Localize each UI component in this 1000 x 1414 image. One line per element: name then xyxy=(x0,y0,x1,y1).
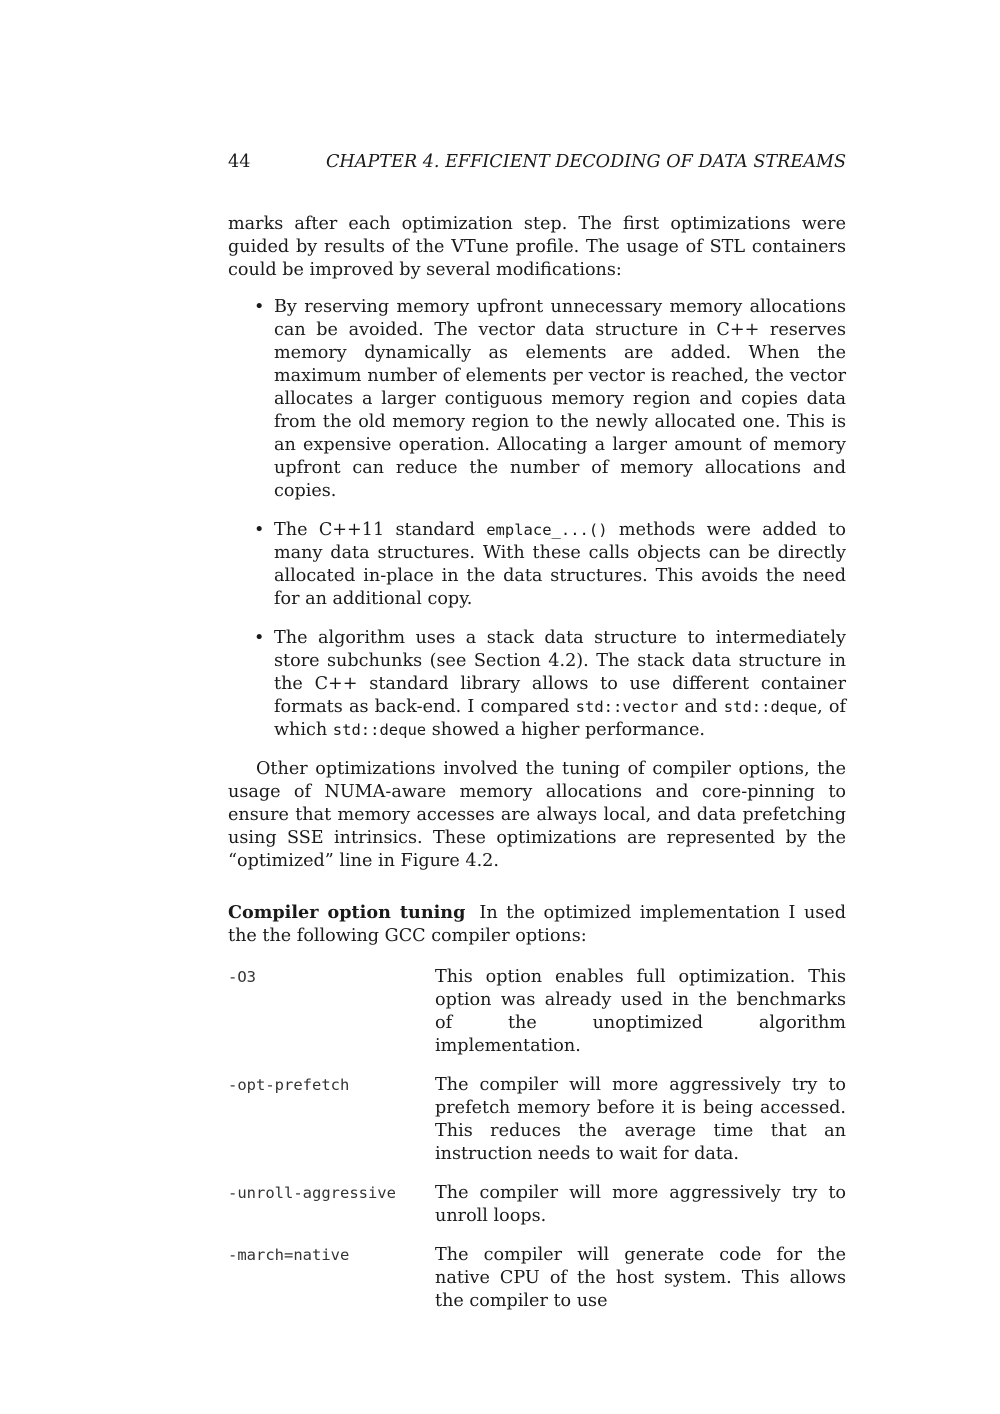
page-number: 44 xyxy=(228,152,251,172)
compiler-paragraph xyxy=(228,901,846,948)
bullet-text: and xyxy=(678,697,724,717)
bullet-list xyxy=(228,296,846,742)
option-description: This option enables full optimization. This option was already used in the benchmarks of the unoptimized algorithm implementation. xyxy=(435,967,846,1056)
option-row xyxy=(228,1182,846,1228)
inline-code: std::deque xyxy=(723,698,818,716)
run-in-heading: Compiler option tuning xyxy=(228,902,466,923)
option-description: The compiler will more aggressively try to prefetch memory before it is being accessed. This reduces the average time that an instruction needs to wait for data. xyxy=(435,1075,846,1164)
inline-code: emplace_...() xyxy=(486,521,608,539)
option-flag: -opt-prefetch xyxy=(228,1076,350,1094)
bullet-text: The algorithm uses a stack data structure to intermediately store subchunks (see Section 4.2). The stack data structure in the C++ standard library allows to use different container formats as back-end. I compared xyxy=(274,628,846,717)
option-row xyxy=(228,1244,846,1313)
running-title: CHAPTER 4. EFFICIENT DECODING OF DATA STREAMS xyxy=(325,152,846,172)
running-header xyxy=(228,151,846,181)
bullet-item-reserve: • By reserving memory upfront unnecessary memory allocations can be avoided. The vector data structure in C++ reserves memory dynamically as elements are added. When the maximum number of elements per vector is reached, the vector allocates a larger contiguous memory region and copies data from the old memory region to the newly allocated one. This is an expensive operation. Allocating a larger amount of memory upfront can reduce the number of memory allocations and copies. xyxy=(274,296,846,503)
option-list xyxy=(228,966,846,1313)
option-description: The compiler will more aggressively try to unroll loops. xyxy=(435,1183,846,1226)
intro-paragraph: marks after each optimization step. The first optimizations were guided by results of the VTune profile. The usage of STL containers could be improved by several modifications: xyxy=(228,214,846,280)
bullet-text: The C++11 standard xyxy=(274,520,487,540)
inline-code: std::vector xyxy=(575,698,679,716)
option-description: The compiler will generate code for the native CPU of the host system. This allows the compiler to use xyxy=(435,1245,846,1311)
option-flag: -O3 xyxy=(228,968,256,986)
option-flag: -unroll-aggressive xyxy=(228,1184,396,1202)
compiler-text: In the optimized implementation I used the the following GCC compiler options: xyxy=(228,903,846,946)
optimizations-paragraph: Other optimizations involved the tuning of compiler options, the usage of NUMA-aware memory allocations and core-pinning to ensure that memory accesses are always local, and data prefetching using SSE intrinsics. These optimizations are represented by the “optimized” line in Figure 4.2. xyxy=(228,759,846,871)
bullet-text: showed a higher performance. xyxy=(426,720,706,740)
inline-code: std::deque xyxy=(332,721,427,739)
bullet-text: methods were added to many data structures. With these calls objects can be directly allocated in-place in the data structures. This avoids the need for an additional copy. xyxy=(274,520,846,609)
bullet-item-emplace xyxy=(274,519,846,611)
option-row xyxy=(228,966,846,1058)
bullet-text: , of which xyxy=(274,697,846,740)
option-row xyxy=(228,1074,846,1166)
option-flag: -march=native xyxy=(228,1246,350,1264)
page-body xyxy=(228,151,846,1329)
bullet-item-stack xyxy=(274,627,846,742)
